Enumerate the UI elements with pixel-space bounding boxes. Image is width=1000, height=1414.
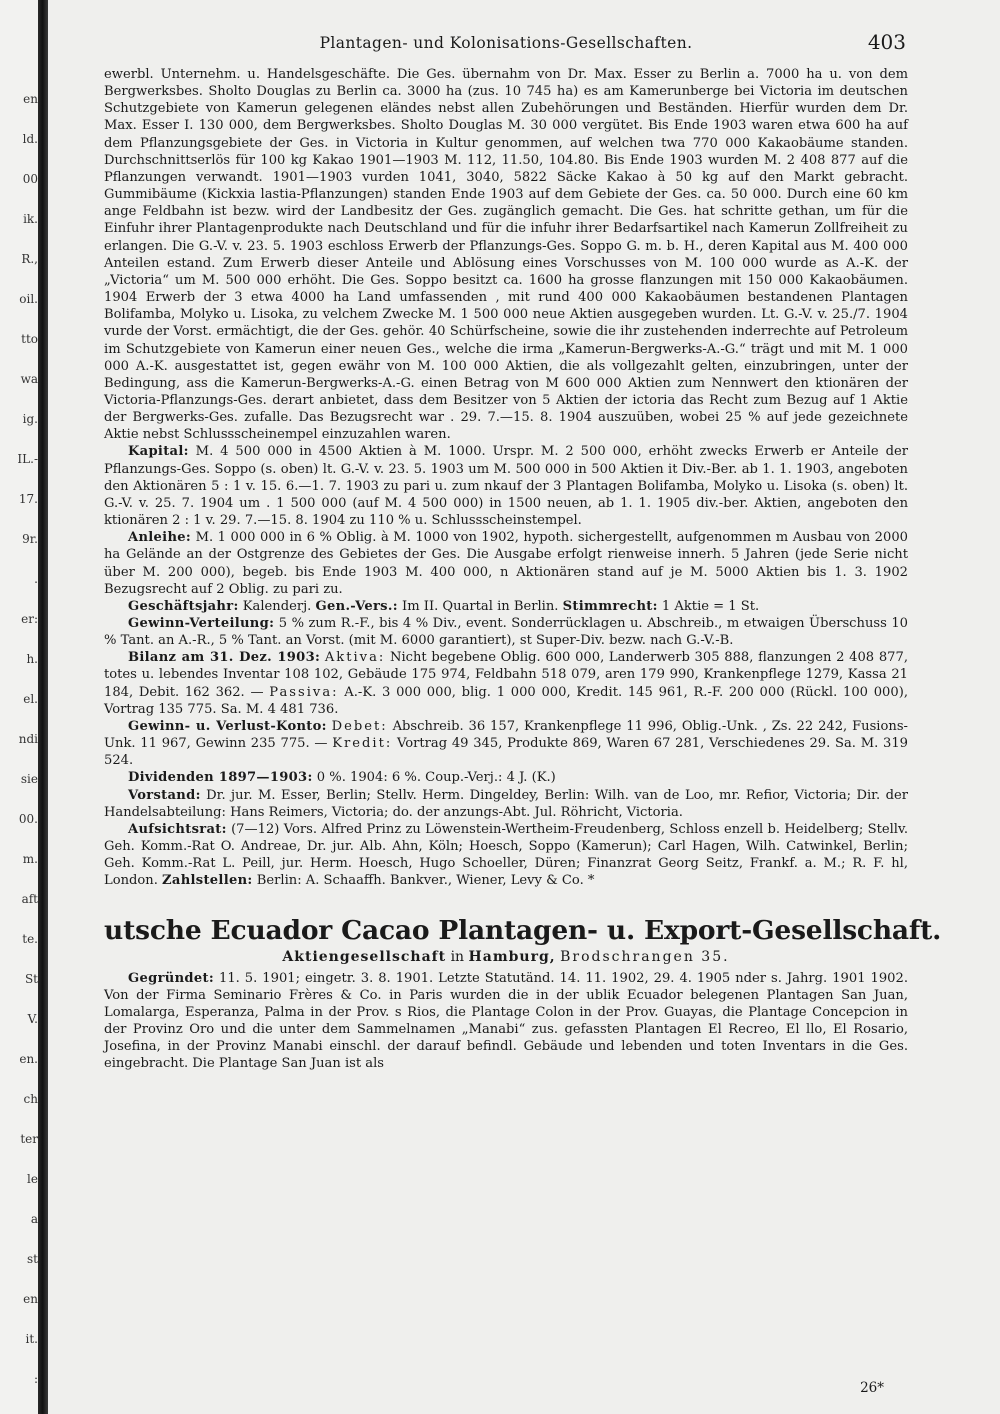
running-title: Plantagen- und Kolonisations-Gesellschaften. (319, 34, 693, 52)
aufsichtsrat-label: Aufsichtsrat: (128, 821, 227, 837)
facing-page-fragment: le (27, 1172, 38, 1186)
facing-page-fragment: wa (20, 372, 38, 386)
facing-page-fragment: el. (23, 692, 38, 706)
aufsichtsrat-section (104, 821, 908, 890)
facing-page-fragment: h. (26, 652, 38, 666)
gv-label: Gewinn- u. Verlust-Konto: (128, 718, 327, 734)
facing-page-edge (0, 0, 42, 1414)
facing-page-fragment: 00. (18, 812, 38, 826)
facing-page-fragment: ld. (22, 132, 38, 146)
facing-page-fragment: aft (21, 892, 38, 906)
facing-page-fragment: R., (21, 252, 38, 266)
gv-debet-text: Abschreib. 36 157, Krankenpflege 11 996, Oblig.-Unk. , Zs. 22 242, Fusions-Unk. 11 967, Gewinn 235 775. — (104, 718, 908, 752)
gewinnverteilung-label: Gewinn-Verteilung: (128, 616, 275, 631)
facing-page-fragment: tto (21, 332, 38, 346)
zahlstellen-text: Berlin: A. Schaaffh. Bankver., Wiener, Levy & Co. * (256, 873, 595, 889)
facing-page-fragment: er: (21, 612, 38, 626)
anleihe-text: M. 1 000 000 in 6 % Oblig. à M. 1000 von 1902, hypoth. sichergestellt, aufgenommen m Ausbau von 2000 ha Gelände an der Ostgrenze des Gebietes der Ges. Die Ausgabe erfolgt rienweise innerh. 5 Jahren (jede Serie nicht über M. 200 000), begeb. bis Ende 1903 M. 400 000, n Aktionären stand auf je M. 5000 Aktien bis 1. 3. 1902 Bezugsrecht auf 2 Oblig. zu pari zu. (104, 530, 908, 597)
facing-page-fragment: oil. (19, 292, 38, 306)
bilanz-section (104, 649, 908, 718)
book-gutter (38, 0, 48, 1414)
company1-entry (104, 66, 908, 890)
geschaeftsjahr-text: Kalenderj. (242, 598, 312, 614)
aufsichtsrat-text: (7—12) Vors. Alfred Prinz zu Löwenstein-Wertheim-Freudenberg, Schloss enzell b. Heidelberg; Stellv. Geh. Komm.-Rat O. Andreae, Dr. jur. Alb. Ahn, Köln; Hoesch, Soppo (Kamerun); Carl Hagen, Wilh. Catwinkel, Berlin; Geh. Komm.-Rat L. Peill, jur. Herm. Hoesch, Hugo Schoeller, Düren; Finanzrat Georg Seitz, Frankf. a. M.; R. F. hl, London. (104, 821, 908, 889)
facing-page-fragment: ik. (23, 212, 38, 226)
facing-page-fragment: en (23, 1292, 38, 1306)
gegruendet-label: Gegründet: (128, 970, 214, 986)
genvers-text: Im II. Quartal in Berlin. (402, 598, 559, 614)
vorstand-text: Dr. jur. M. Esser, Berlin; Stellv. Herm. Dingeldey, Berlin: Wilh. van de Loo, mr. Refior, Victoria; Dir. der Handelsabteilung: Hans Reimers, Victoria; do. der anzungs-Abt. Jul. Röhricht, Victoria. (104, 787, 908, 820)
facing-page-fragment: 00 (22, 172, 38, 186)
meta-section (104, 598, 908, 615)
facing-page-fragment: . (34, 572, 38, 586)
company2-in: in (450, 948, 465, 965)
facing-page-fragment: en. (19, 1052, 38, 1066)
bilanz-passiva-label: Passiva: (269, 684, 339, 700)
gv-kredit-label: Kredit: (332, 736, 393, 752)
book-page (104, 30, 942, 1400)
facing-page-fragment: : (33, 1372, 38, 1386)
gewinnverteilung-section (104, 615, 908, 649)
facing-page-fragment: st (27, 1252, 38, 1266)
anleihe-section (104, 529, 908, 598)
gv-section (104, 718, 908, 769)
gv-kredit-text: Vortrag 49 345, Produkte 869, Waren 67 281, Verschiedenes 29. Sa. M. 319 524. (104, 736, 908, 769)
kapital-section (104, 443, 908, 529)
stimmrecht-text: 1 Aktie = 1 St. (661, 598, 760, 614)
gegruendet-section (104, 970, 908, 1073)
company2-type: Aktiengesellschaft (282, 948, 447, 965)
signature-mark: 26* (860, 1380, 884, 1396)
dividenden-text: 0 %. 1904: 6 %. Coup.-Verj.: 4 J. (K.) (316, 770, 556, 786)
company2-address: Brodschrangen 35. (560, 948, 730, 965)
bilanz-label: Bilanz am 31. Dez. 1903: (128, 650, 321, 666)
vorstand-section (104, 787, 908, 821)
bilanz-aktiva-text: Nicht begebene Oblig. 600 000, Landerwerb 305 888, flanzungen 2 408 877, totes u. lebendes Inventar 108 102, Gebäude 175 974, Feldbahn 518 079, aren 179 990, Krankenpflege 1279, Kassa 21 184, Debit. 162 362. — (104, 650, 908, 700)
facing-page-fragment: a (30, 1212, 38, 1226)
facing-page-fragment: 9r. (22, 532, 38, 546)
facing-page-fragment: 17. (18, 492, 38, 506)
facing-page-fragment: en (23, 92, 38, 106)
company2-entry (104, 970, 908, 1073)
facing-page-fragment: St (24, 972, 38, 986)
dividenden-label: Dividenden 1897—1903: (128, 770, 313, 786)
kapital-label: Kapital: (128, 444, 189, 460)
page-header (104, 30, 908, 62)
kapital-text: M. 4 500 000 in 4500 Aktien à M. 1000. Urspr. M. 2 500 000, erhöht zwecks Erwerb er Anteile der Pflanzungs-Ges. Soppo (s. oben) lt. G.-V. v. 23. 5. 1903 um M. 500 000 in 500 Aktien it Div.-Ber. ab 1. 1. 1903, angeboten den Aktionären 5 : 1 v. 15. 6.—1. 7. 1903 zu pari u. zum nkauf der 3 Plantagen Bolifamba, Molyko u. Lisoka (s. oben) lt. G.-V. v. 25. 7. 1904 um . 1 500 000 (auf M. 4 500 000) in 1500 neuen, ab 1. 1. 1905 div.-ber. Aktien, angeboten den ktionären 2 : 1 v. 29. 7.—15. 8. 1904 zu 110 % u. Schlussscheinstempel. (104, 444, 908, 529)
gv-debet-label: Debet: (331, 718, 388, 734)
stimmrecht-label: Stimmrecht: (562, 598, 658, 614)
genvers-label: Gen.-Vers.: (315, 598, 398, 614)
facing-page-fragment: m. (22, 852, 38, 866)
facing-page-fragment: sie (20, 772, 38, 786)
facing-page-fragment: ter (20, 1132, 38, 1146)
page-number: 403 (867, 30, 906, 54)
facing-page-fragment: ch (23, 1092, 38, 1106)
gegruendet-text: 11. 5. 1901; eingetr. 3. 8. 1901. Letzte Statutänd. 14. 11. 1902, 29. 4. 1905 nder s. Jahrg. 1901 1902. Von der Firma Seminario Frères & Co. in Paris wurden die in der ublik Ecuador belegenen Plantagen San Juan, Lomalarga, Esperanza, Palma in der Prov. s Rios, die Plantage Colon in der Prov. Guayas, die Plantage Concepcion in der Provinz Oro und die unter dem Sammelnamen „Manabi“ zus. gefassten Plantagen El Recreo, El llo, El Rosario, Josefina, in der Provinz Manabi einschl. der darauf befindl. Gebäude und lebenden und toten Inventars in die Ges. eingebracht. Die Plantage San Juan ist als (104, 970, 908, 1072)
company2-title: utsche Ecuador Cacao Plantagen- u. Export-Gesellschaft. (104, 914, 942, 946)
anleihe-label: Anleihe: (128, 530, 192, 546)
facing-page-fragment: IL.- (17, 452, 38, 466)
company1-intro: ewerbl. Unternehm. u. Handelsgeschäfte. Die Ges. übernahm von Dr. Max. Esser zu Berlin a. 7000 ha u. von dem Bergwerksbes. Sholto Douglas zu Berlin ca. 3000 ha (zus. 10 745 ha) es am Kamerunberge bei Victoria im deutschen Schutzgebiete von Kamerun gelegenen eländes nebst allen Zubehörungen und Beständen. Hierfür wurden dem Dr. Max. Esser I. 130 000, dem Bergwerksbes. Sholto Douglas M. 30 000 vergütet. Bis Ende 1903 waren etwa 600 ha auf dem Pflanzungsgebiete der Ges. in Victoria in Kultur genommen, auf welchen twa 770 000 Kakaobäume standen. Durchschnittserlös für 100 kg Kakao 1901—1903 M. 112, 11.50, 104.80. Bis Ende 1903 wurden M. 2 408 877 auf die Pflanzungen verwandt. 1901—1903 vurden 1041, 3040, 5822 Säcke Kakao à 50 kg auf den Markt gebracht. Gummibäume (Kickxia lastia-Pflanzungen) standen Ende 1903 auf dem Gebiete der Ges. ca. 50 000. Durch eine 60 km ange Feldbahn ist bezw. wird der Landbesitz der Ges. zugänglich gemacht. Die Ges. hat schritte gethan, um für die Einfuhr ihrer Plantagenprodukte nach Deutschland und für die infuhr ihrer Bedarfsartikel nach Kamerun Zollfreiheit zu erlangen. Die G.-V. v. 23. 5. 1903 eschloss Erwerb der Pflanzungs-Ges. Soppo G. m. b. H., deren Kapital aus M. 400 000 Anteilen estand. Zum Erwerb dieser Anteile und Ablösung eines Vorschusses von M. 100 000 wurde as A.-K. der „Victoria“ um M. 500 000 erhöht. Die Ges. Soppo besitzt ca. 1600 ha grosse flanzungen mit 150 000 Kakaobäumen. 1904 Erwerb der 3 etwa 4000 ha Land umfassenden , mit rund 400 000 Kakaobäumen bestandenen Plantagen Bolifamba, Molyko u. Lisoka, zu velchem Zwecke M. 1 500 000 neue Aktien ausgegeben wurden. Lt. G.-V. v. 25./7. 1904 vurde der Vorst. ermächtigt, die der Ges. gehör. 40 Schürfscheine, sowie die ihr zustehenden inderrechte auf Petroleum im Schutzgebiete von Kamerun einer neuen Ges., welche die irma „Kamerun-Bergwerks-A.-G.“ trägt und mit M. 1 000 000 A.-K. ausgestattet ist, gegen ewähr von M. 100 000 Aktien, die als vollgezahlt gelten, einzubringen, unter der Bedingung, ass die Kamerun-Bergwerks-A.-G. einen Betrag von M 600 000 Aktien zum Nennwert den ktionären der Victoria-Pflanzungs-Ges. derart anbietet, dass dem Besitzer von 5 Aktien der ictoria das Recht zum Bezug auf 1 Aktie der Bergwerks-Ges. zufalle. Das Bezugsrecht war . 29. 7.—15. 8. 1904 auszuüben, wobei 25 % auf jede gezeichnete Aktie nebst Schlussscheinempel einzuzahlen waren. (104, 67, 908, 443)
zahlstellen-label: Zahlstellen: (162, 873, 253, 889)
facing-page-fragment: it. (25, 1332, 38, 1346)
geschaeftsjahr-label: Geschäftsjahr: (128, 598, 239, 614)
company2-subtitle (104, 947, 908, 967)
bilanz-aktiva-label: Aktiva: (324, 650, 386, 666)
gewinnverteilung-text: 5 % zum R.-F., bis 4 % Div., event. Sonderrücklagen u. Abschreib., m etwaigen Überschuss 10 % Tant. an A.-R., 5 % Tant. an Vorst. (mit M. 6000 garantiert), st Super-Div. bezw. nach G.-V.-B. (104, 616, 908, 649)
vorstand-label: Vorstand: (128, 787, 201, 803)
facing-page-fragment: te. (22, 932, 38, 946)
facing-page-fragment: ig. (22, 412, 38, 426)
facing-page-fragment: ndi (18, 732, 38, 746)
dividenden-section (104, 769, 908, 786)
facing-page-fragment: V. (27, 1012, 38, 1026)
bilanz-passiva-text: A.-K. 3 000 000, blig. 1 000 000, Kredit. 145 961, R.-F. 200 000 (Rückl. 100 000), Vortrag 135 775. Sa. M. 4 481 736. (104, 684, 908, 717)
company2-city: Hamburg, (468, 948, 556, 965)
